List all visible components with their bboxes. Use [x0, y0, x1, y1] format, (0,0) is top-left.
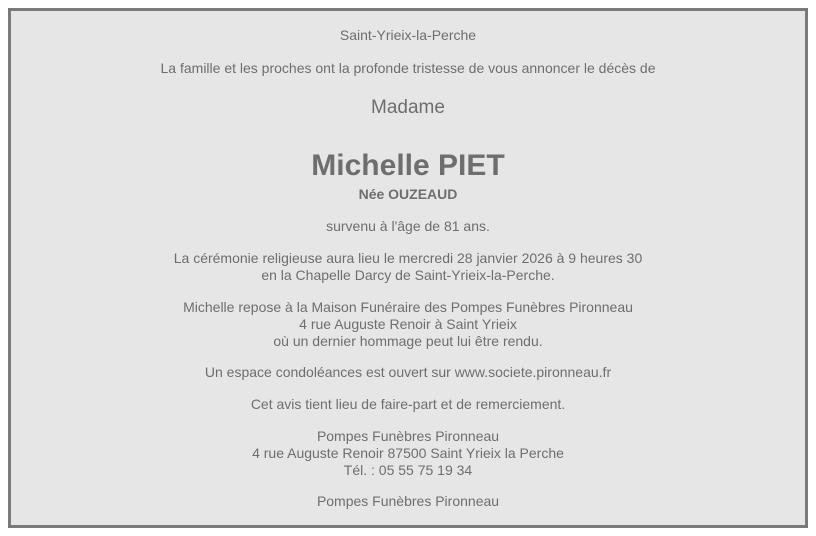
ceremony-line-1: La cérémonie religieuse aura lieu le mercredi 28 janvier 2026 à 9 heures 30	[173, 250, 643, 266]
town-heading: Saint-Yrieix-la-Perche	[339, 27, 477, 43]
honorific: Madame	[371, 97, 445, 118]
ceremony-line-2: en la Chapelle Darcy de Saint-Yrieix-la-Perche.	[261, 267, 555, 283]
funeral-home-address: 4 rue Auguste Renoir 87500 Saint Yrieix la Perche	[252, 445, 564, 461]
rest-line-1: Michelle repose à la Maison Funéraire des Pompes Funèbres Pironneau	[183, 299, 633, 315]
rest-line-2: 4 rue Auguste Renoir à Saint Yrieix	[299, 316, 517, 332]
intro-text: La famille et les proches ont la profonde tristesse de vous annoncer le décès de	[160, 60, 656, 76]
funeral-home-phone: Tél. : 05 55 75 19 34	[343, 462, 473, 478]
signature: Pompes Funèbres Pironneau	[316, 493, 500, 509]
faire-part-text: Cet avis tient lieu de faire-part et de remerciement.	[250, 396, 566, 412]
age-text: survenu à l'âge de 81 ans.	[326, 218, 490, 234]
obituary-notice	[8, 8, 808, 528]
rest-line-3: où un dernier hommage peut lui être rendu.	[273, 333, 543, 349]
funeral-home-name: Pompes Funèbres Pironneau	[316, 428, 500, 444]
deceased-name: Michelle PIET	[311, 149, 505, 182]
maiden-name: Née OUZEAUD	[358, 186, 458, 202]
condolences-text: Un espace condoléances est ouvert sur www.societe.pironneau.fr	[204, 364, 612, 380]
